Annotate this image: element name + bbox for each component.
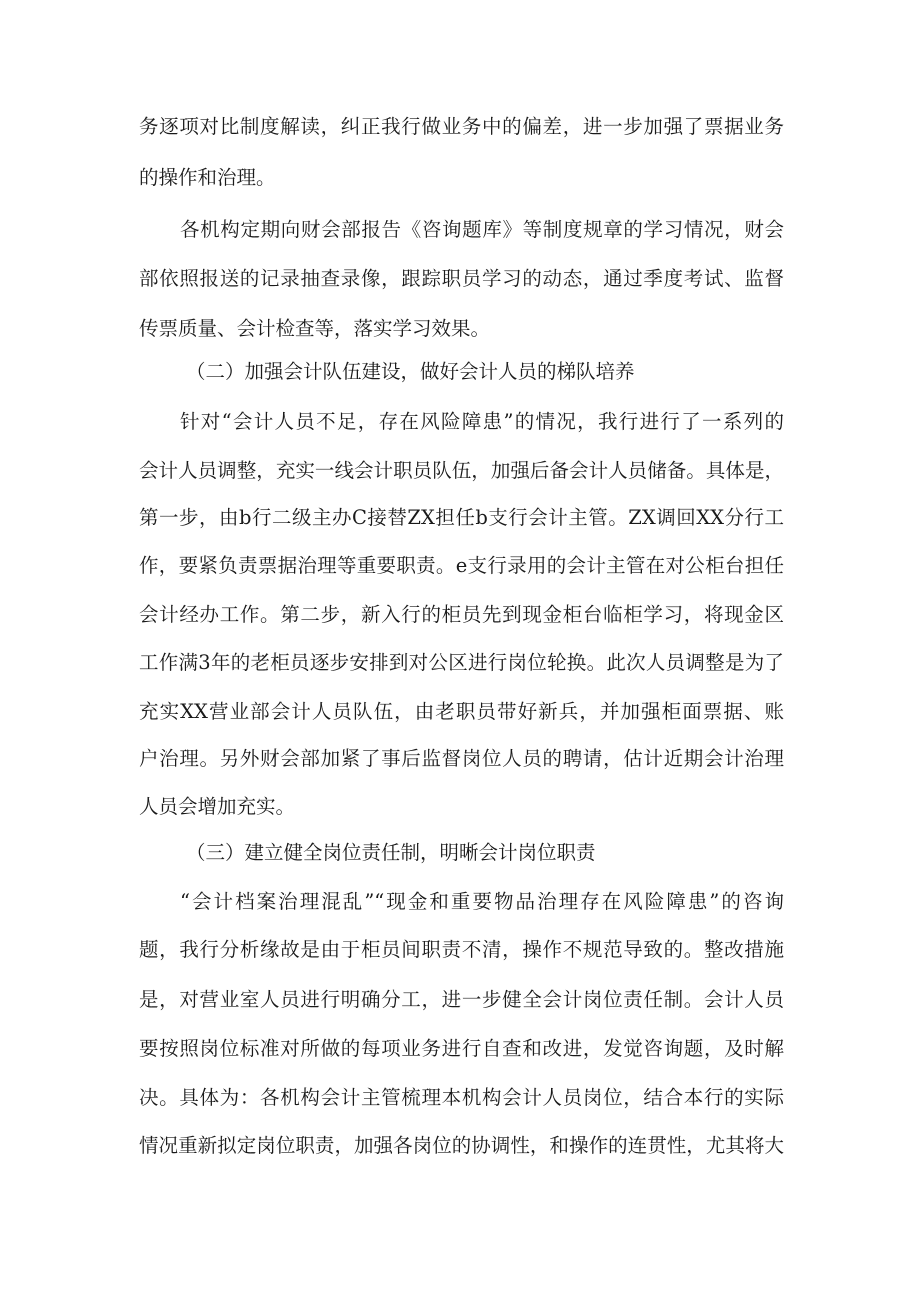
paragraph-first-line: 针对“会计人员不足，存在风险障患”的情况，我行进行了一系列的 xyxy=(180,410,784,433)
paragraph-first-line: 各机构定期向财会部报告《咨询题库》等制度规章的学习情况，财会 xyxy=(180,218,784,241)
text-line: 情况重新拟定岗位职责，加强各岗位的协调性，和操作的连贯性，尤其将大 xyxy=(139,1134,784,1157)
text-line: 要按照岗位标准对所做的每项业务进行自查和改进，发觉咨询题，及时解 xyxy=(139,1037,784,1060)
text-line: 决。具体为：各机构会计主管梳理本机构会计人员岗位，结合本行的实际 xyxy=(139,1086,784,1109)
text-line: 务逐项对比制度解读，纠正我行做业务中的偏差，进一步加强了票据业务 xyxy=(139,115,784,138)
text-line: 户治理。另外财会部加紧了事后监督岗位人员的聘请，估计近期会计治理 xyxy=(139,747,784,770)
text-line: 人员会增加充实。 xyxy=(139,795,296,818)
text-line: 会计经办工作。第二步，新入行的柜员先到现金柜台临柜学习，将现金区 xyxy=(139,603,784,626)
text-line: 会计人员调整，充实一线会计职员队伍，加强后备会计人员储备。具体是， xyxy=(139,459,784,482)
text-line: 第一步，由b行二级主办C接替ZX担任b支行会计主管。ZX调回XX分行工 xyxy=(139,506,784,529)
text-line: 作，要紧负责票据治理等重要职责。e支行录用的会计主管在对公柜台担任 xyxy=(139,554,784,577)
text-line: 工作满3年的老柜员逐步安排到对公区进行岗位轮换。此次人员调整是为了 xyxy=(139,651,784,674)
text-line: 传票质量、会计检查等，落实学习效果。 xyxy=(139,317,491,340)
text-line: 部依照报送的记录抽查录像，跟踪职员学习的动态，通过季度考试、监督 xyxy=(139,267,784,290)
text-line: 题，我行分析缘故是由于柜员间职责不清，操作不规范导致的。整改措施 xyxy=(139,938,784,961)
paragraph-first-line: “会计档案治理混乱”“现金和重要物品治理存在风险障患”的咨询 xyxy=(180,890,784,913)
text-line: 的操作和治理。 xyxy=(139,166,276,189)
section-heading: （二）加强会计队伍建设，做好会计人员的梯队培养 xyxy=(186,360,635,383)
text-line: 是，对营业室人员进行明确分工，进一步健全会计岗位责任制。会计人员 xyxy=(139,988,784,1011)
section-heading: （三）建立健全岗位责任制，明晰会计岗位职责 xyxy=(186,841,596,864)
text-line: 充实XX营业部会计人员队伍，由老职员带好新兵，并加强柜面票据、账 xyxy=(139,700,784,723)
